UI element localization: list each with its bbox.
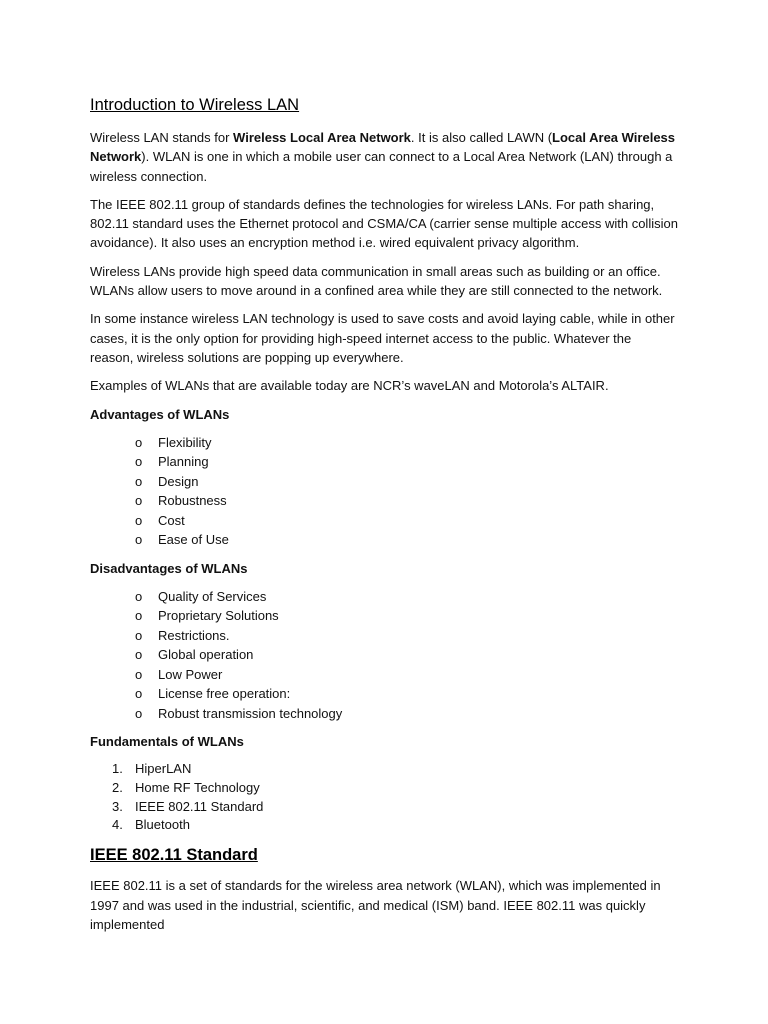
list-number: 1. <box>112 761 123 777</box>
bullet-marker: o <box>135 434 143 450</box>
list-item <box>90 511 678 531</box>
list-item <box>90 684 678 704</box>
list-item <box>90 665 678 685</box>
list-item <box>90 433 678 453</box>
list-number: 3. <box>112 798 123 814</box>
list-item-label: License free operation: <box>158 686 291 702</box>
list-item <box>90 472 678 492</box>
bullet-marker: o <box>135 493 143 509</box>
list-item-label: IEEE 802.11 Standard <box>135 798 264 814</box>
bullet-marker: o <box>135 627 143 643</box>
list-item <box>90 760 678 779</box>
intro-paragraph-3: Wireless LANs provide high speed data communication in small areas such as building or an office. WLANs allow users to move around in a confined area while they are still connected to the network. <box>90 263 663 299</box>
list-item-label: Low Power <box>158 666 223 682</box>
list-item-label: Cost <box>158 512 185 528</box>
bullet-marker: o <box>135 686 143 702</box>
disadvantages-list <box>90 587 678 724</box>
list-number: 2. <box>112 779 123 795</box>
bullet-marker: o <box>135 705 143 721</box>
list-item <box>90 587 678 607</box>
intro-paragraph-4: In some instance wireless LAN technology is used to save costs and avoid laying cable, while in other cases, it is the only option for providing high-speed internet access to the public. Whatever the reason, wireless solutions are popping up everywhere. <box>90 311 675 365</box>
list-item-label: Planning <box>158 454 209 470</box>
page-title: Introduction to Wireless LAN <box>90 96 300 114</box>
list-item <box>90 816 678 835</box>
intro-paragraph-1 <box>90 128 678 186</box>
list-item-label: Quality of Services <box>158 588 267 604</box>
list-item-label: Home RF Technology <box>135 779 260 795</box>
list-item-label: Robust transmission technology <box>158 705 343 721</box>
disadvantages-heading: Disadvantages of WLANs <box>90 560 248 576</box>
intro-text: . It is also called LAWN ( <box>410 130 553 145</box>
list-item <box>90 704 678 724</box>
list-item-label: Bluetooth <box>135 817 190 833</box>
list-item <box>90 798 678 817</box>
list-number: 4. <box>112 817 123 833</box>
section-title: IEEE 802.11 Standard <box>90 846 258 865</box>
bullet-marker: o <box>135 588 143 604</box>
bullet-marker: o <box>135 666 143 682</box>
advantages-heading: Advantages of WLANs <box>90 406 230 422</box>
bullet-marker: o <box>135 473 143 489</box>
list-item-label: Robustness <box>158 493 227 509</box>
intro-text: Wireless LAN stands for <box>90 130 234 145</box>
advantages-list <box>90 433 678 550</box>
list-item-label: Ease of Use <box>158 532 229 548</box>
list-item <box>90 491 678 511</box>
intro-bold-term: Wireless Local Area Network <box>233 130 411 145</box>
list-item <box>90 779 678 798</box>
intro-paragraph-2: The IEEE 802.11 group of standards defines the technologies for wireless LANs. For path sharing, 802.11 standard uses the Ethernet protocol and CSMA/CA (carrier sense multiple access with collision avoidance). It also uses an encryption method i.e. wired equivalent privacy algorithm. <box>90 196 678 251</box>
intro-bold-term: Local Area Wireless Network <box>90 130 676 165</box>
list-item <box>90 452 678 472</box>
bullet-marker: o <box>135 647 143 663</box>
intro-text: ). WLAN is one in which a mobile user can connect to a Local Area Network (LAN) through a wireless connection. <box>90 149 673 184</box>
list-item-label: Restrictions. <box>158 627 230 643</box>
bullet-marker: o <box>135 608 143 624</box>
fundamentals-heading: Fundamentals of WLANs <box>90 734 244 750</box>
bullet-marker: o <box>135 532 143 548</box>
bullet-marker: o <box>135 512 143 528</box>
list-item-label: Design <box>158 473 199 489</box>
list-item-label: Global operation <box>158 647 254 663</box>
list-item-label: Proprietary Solutions <box>158 608 279 624</box>
list-item <box>90 606 678 626</box>
intro-paragraph-5: Examples of WLANs that are available today are NCR’s waveLAN and Motorola’s ALTAIR. <box>90 378 609 394</box>
section-paragraph: IEEE 802.11 is a set of standards for the wireless area network (WLAN), which was implemented in 1997 and was used in the industrial, scientific, and medical (ISM) band. IEEE 802.11 was quickly implemented <box>90 878 661 932</box>
list-item <box>90 530 678 550</box>
list-item <box>90 645 678 665</box>
bullet-marker: o <box>135 454 143 470</box>
list-item <box>90 626 678 646</box>
fundamentals-list <box>90 760 678 835</box>
list-item-label: HiperLAN <box>135 761 192 777</box>
list-item-label: Flexibility <box>158 434 212 450</box>
